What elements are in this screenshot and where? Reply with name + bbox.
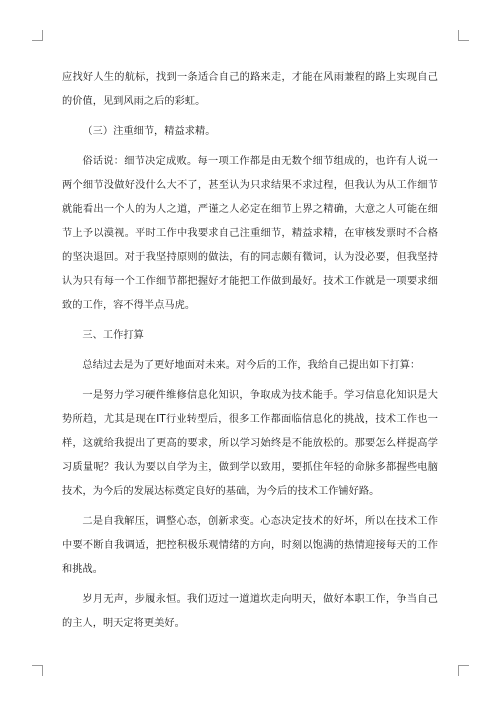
section-heading-work-plan: 三、工作打算 [82, 330, 144, 341]
crop-mark-bottom-left [32, 665, 43, 676]
document-body [62, 66, 438, 642]
paragraph-plan-one: 一是努力学习硬件维修信息化知识，争取成为技术能手。学习信息化知识是大势所趋，尤其是现在IT行业转型后，很多工作都面临信息化的挑战，技术工作也一样，这就给我提出了更高的要求，所以学习始终是不能放松的。那要怎么样提高学习质量呢？我认为要以自学为主，做到学以致用，要抓住年轻的命脉多都握些电脑技术，为今后的发展达标奠定良好的基础，为今后的技术工作铺好路。 [62, 390, 438, 497]
paragraph-plan-intro: 总结过去是为了更好地面对未来。对今后的工作，我给自己提出如下打算： [82, 360, 421, 371]
paragraph-closing: 岁月无声，步履永恒。我们迈过一道道坎走向明天，做好本职工作，争当自己的主人，明天定将更美好。 [62, 594, 438, 629]
paragraph-details: 俗话说：细节决定成败。每一项工作都是由无数个细节组成的，也许有人说一两个细节没做好没什么大不了，甚至认为只求结果不求过程，但我认为从工作细节就能看出一个人的为人之道，严谨之人必定在细节上界之精确，大意之人可能在细节上予以漠视。平时工作中我要求自己注重细节，精益求精，在审核发票时不合格的坚决退回。对于我坚持原则的做法，有的同志颇有微词，认为没必要，但我坚持认为只有每一个工作细节都把握好才能把工作做到最好。技术工作就是一项要求细致的工作，容不得半点马虎。 [62, 156, 438, 311]
paragraph-plan-two: 二是自我解压，调整心态，创新求变。心态决定技术的好坏，所以在技术工作中要不断自我调适，把控积极乐观情绪的方向，时刻以饱满的热情迎接每天的工作和挑战。 [62, 516, 438, 575]
crop-mark-top-right [458, 30, 469, 41]
section-heading-attention-to-detail: （三）注重细节，精益求精。 [82, 126, 216, 137]
paragraph-continuation: 应找好人生的航标，找到一条适合自己的路来走，才能在风雨兼程的路上实现自己的价值，见到风雨之后的彩虹。 [62, 72, 438, 107]
crop-mark-top-left [32, 30, 43, 41]
crop-mark-bottom-right [458, 665, 469, 676]
